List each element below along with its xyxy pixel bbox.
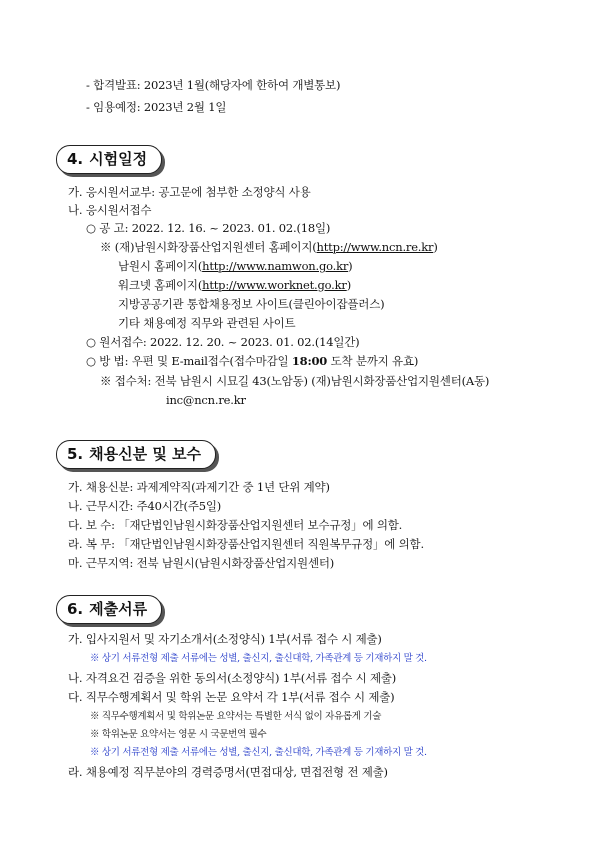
sec6-item-na: 나. 자격요건 검증을 위한 동의서(소정양식) 1부(서류 접수 시 제출) <box>68 671 397 685</box>
sec4-worknet-homepage <box>118 277 351 293</box>
appointment-date: - 임용예정: 2023년 2월 1일 <box>86 100 227 114</box>
section-6-header <box>56 595 162 624</box>
worknet-homepage-link[interactable]: http://www.worknet.go.kr <box>202 278 347 292</box>
result-announcement: - 합격발표: 2023년 1월(해당자에 한하여 개별통보) <box>86 78 341 92</box>
namwon-homepage-link[interactable]: http://www.namwon.go.kr <box>202 259 349 273</box>
sec4-cleaneye-site: 지방공공기관 통합채용정보 사이트(클린아이잡플러스) <box>118 297 385 311</box>
sec6-item-da: 다. 직무수행계획서 및 학위 논문 요약서 각 1부(서류 접수 시 제출) <box>68 690 395 704</box>
sec6-ga-note: ※ 상기 서류전형 제출 서류에는 성별, 출신지, 출신대학, 가족관계 등 기재하지 말 것. <box>90 653 427 664</box>
deadline-time: 18:00 <box>291 354 328 368</box>
sec6-da-note-1: ※ 직무수행계획서 및 학위논문 요약서는 특별한 서식 없이 자유롭게 기술 <box>90 711 382 722</box>
note-prefix: ※ (재)남원시화장품산업지원센터 홈페이지( <box>100 240 317 254</box>
section-4-title: 시험일정 <box>89 150 148 168</box>
sec6-item-ra: 라. 채용예정 직무분야의 경력증명서(면접대상, 면접전형 전 제출) <box>68 765 388 779</box>
sec5-item-na: 나. 근무시간: 주40시간(주5일) <box>68 499 222 513</box>
note-suffix: ) <box>433 240 438 254</box>
sec4-email: inc@ncn.re.kr <box>166 393 246 407</box>
sec4-method <box>86 353 418 369</box>
sec5-item-ga: 가. 채용신분: 과제계약직(과제기간 중 1년 단위 계약) <box>68 480 330 494</box>
sec5-item-ra: 라. 복 무: 「재단법인남원시화장품산업지원센터 직원복무규정」에 의함. <box>68 537 424 551</box>
worknet-prefix: 워크넷 홈페이지( <box>118 278 203 292</box>
ncn-homepage-link[interactable]: http://www.ncn.re.kr <box>316 240 434 254</box>
sec6-da-note-3: ※ 상기 서류전형 제출 서류에는 성별, 출신지, 출신대학, 가족관계 등 기재하지 말 것. <box>90 747 427 758</box>
sec4-homepage-note <box>100 239 438 255</box>
sec4-namwon-homepage <box>118 258 352 274</box>
sec4-announce-period: ○ 공 고: 2022. 12. 16. ~ 2023. 01. 02.(18일) <box>86 221 331 235</box>
sec5-item-ma: 마. 근무지역: 전북 남원시(남원시화장품산업지원센터) <box>68 556 335 570</box>
sec4-item-na: 나. 응시원서접수 <box>68 203 152 217</box>
sec4-address: ※ 접수처: 전북 남원시 시묘길 43(노암동) (재)남원시화장품산업지원센터(A동) <box>100 374 490 388</box>
section-4-header <box>56 145 162 174</box>
section-6-title: 제출서류 <box>89 600 148 618</box>
namwon-prefix: 남원시 홈페이지( <box>118 259 203 273</box>
sec5-item-da: 다. 보 수: 「재단법인남원시화장품산업지원센터 보수규정」에 의함. <box>68 518 403 532</box>
section-5-title: 채용신분 및 보수 <box>89 445 202 463</box>
section-5-header <box>56 440 216 469</box>
method-prefix: ○ 방 법: 우편 및 E-mail접수(접수마감일 <box>86 354 292 368</box>
section-4-number: 4. <box>67 150 84 168</box>
sec4-application-period: ○ 원서접수: 2022. 12. 20. ~ 2023. 01. 02.(14일간) <box>86 335 360 349</box>
worknet-suffix: ) <box>346 278 351 292</box>
method-suffix: 도착 분까지 유효) <box>327 354 419 368</box>
sec6-item-ga: 가. 입사지원서 및 자기소개서(소정양식) 1부(서류 접수 시 제출) <box>68 632 382 646</box>
sec4-item-ga: 가. 응시원서교부: 공고문에 첨부한 소정양식 사용 <box>68 185 311 199</box>
sec6-da-note-2: ※ 학위논문 요약서는 영문 시 국문번역 필수 <box>90 729 267 740</box>
section-6-number: 6. <box>67 600 84 618</box>
namwon-suffix: ) <box>348 259 353 273</box>
sec4-other-sites: 기타 채용예정 직무와 관련된 사이트 <box>118 316 296 330</box>
section-5-number: 5. <box>67 445 84 463</box>
